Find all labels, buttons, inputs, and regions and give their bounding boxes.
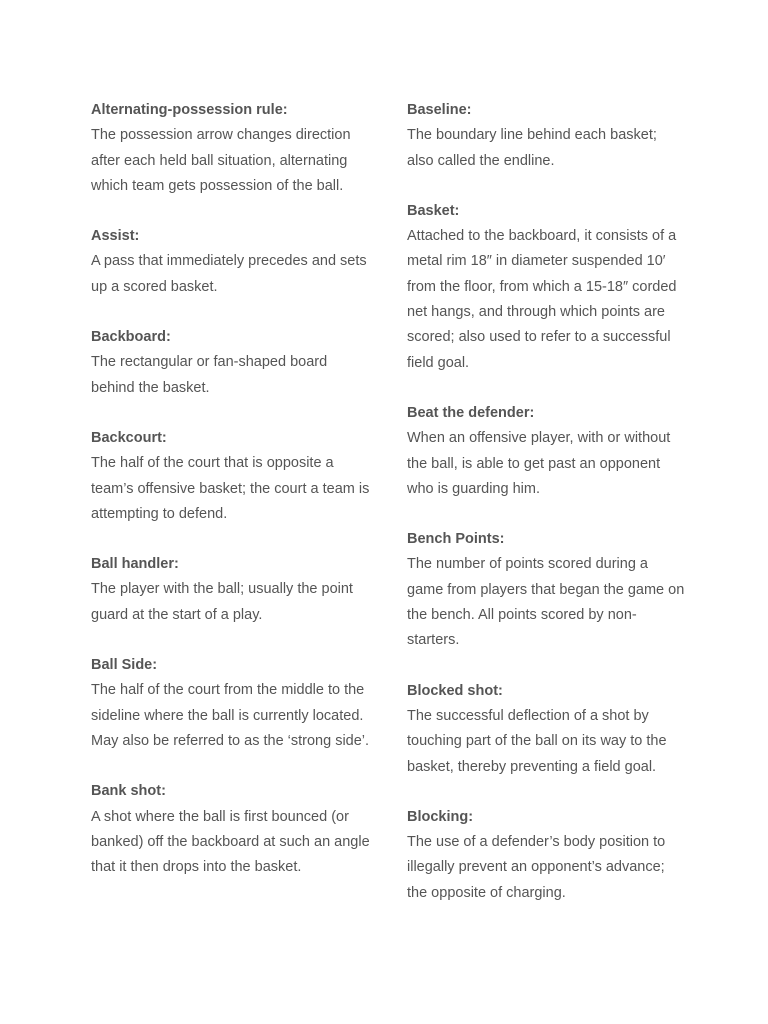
glossary-entry [91, 779, 371, 880]
glossary-definition: The possession arrow changes direction after each held ball situation, alternating which team gets possession of the ball. [91, 127, 351, 194]
glossary-entry [91, 98, 371, 199]
glossary-definition: When an offensive player, with or without the ball, is able to get past an opponent who is guarding him. [407, 430, 671, 497]
right-column [407, 98, 687, 931]
glossary-definition: The use of a defender’s body position to illegally prevent an opponent’s advance; the opposite of charging. [407, 834, 666, 901]
glossary-term: Assist: [91, 228, 140, 245]
glossary-entry [407, 199, 687, 376]
glossary-entry [407, 679, 687, 780]
glossary-term: Backcourt: [91, 429, 167, 446]
glossary-definition: The half of the court from the middle to the sideline where the ball is currently located. May also be referred to as the ‘strong side’. [91, 682, 370, 749]
glossary-definition: A pass that immediately precedes and sets up a scored basket. [91, 253, 367, 295]
glossary-term: Bench Points: [407, 531, 505, 548]
glossary-term: Blocked shot: [407, 682, 503, 699]
glossary-definition: The rectangular or fan-shaped board behind the basket. [91, 354, 328, 396]
glossary-definition: The player with the ball; usually the point guard at the start of a play. [91, 581, 353, 623]
glossary-entry [407, 805, 687, 906]
glossary-term: Beat the defender: [407, 404, 535, 421]
left-column [91, 98, 371, 905]
glossary-term: Alternating-possession rule: [91, 102, 288, 118]
glossary-entry [91, 552, 371, 628]
glossary-entry [407, 527, 687, 653]
glossary-entry [91, 426, 371, 527]
glossary-definition: The successful deflection of a shot by touching part of the ball on its way to the basket, thereby preventing a field goal. [407, 707, 667, 775]
glossary-entry [91, 325, 371, 401]
glossary-definition: The number of points scored during a game from players that began the game on the bench. All points scored by non-starters. [407, 556, 685, 649]
glossary-entry [407, 98, 687, 174]
glossary-definition: The half of the court that is opposite a team’s offensive basket; the court a team is attempting to defend. [91, 455, 370, 522]
glossary-entry [91, 653, 371, 754]
glossary-term: Baseline: [407, 102, 472, 118]
glossary-term: Basket: [407, 202, 460, 219]
glossary-definition: The boundary line behind each basket; also called the endline. [407, 127, 657, 169]
glossary-term: Bank shot: [91, 783, 166, 800]
glossary-term: Ball Side: [91, 657, 158, 674]
glossary-term: Blocking: [407, 808, 474, 825]
glossary-term: Ball handler: [91, 556, 179, 573]
glossary-term: Backboard: [91, 329, 171, 346]
glossary-entry [407, 401, 687, 502]
glossary-entry [91, 224, 371, 300]
glossary-definition: A shot where the ball is first bounced (or banked) off the backboard at such an angle that it then drops into the basket. [91, 808, 370, 876]
glossary-definition: Attached to the backboard, it consists of a metal rim 18″ in diameter suspended 10′ from the floor, from which a 15-18″ corded net hangs, and through which points are scored; also used to refer to a successful field goal. [407, 228, 677, 371]
